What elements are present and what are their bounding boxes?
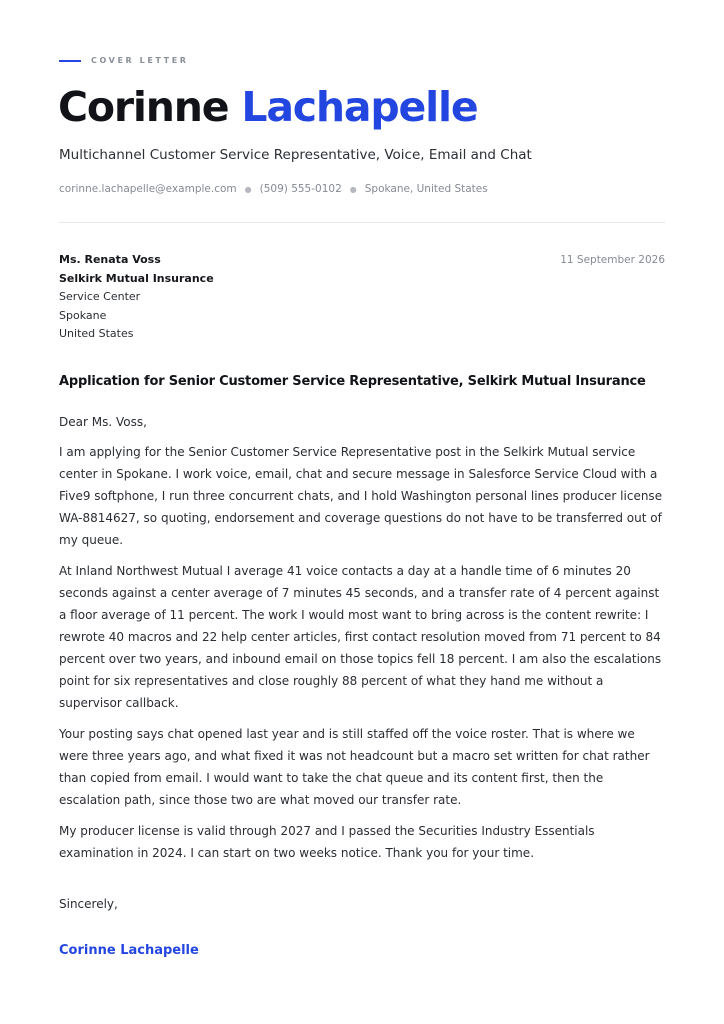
separator-dot: ● <box>349 184 357 194</box>
closing: Sincerely, <box>59 897 118 911</box>
recipient-country: United States <box>59 327 134 341</box>
recipient-department: Service Center <box>59 290 141 304</box>
recipient-name: Ms. Renata Voss <box>59 253 161 266</box>
professional-headline: Multichannel Customer Service Representative, Voice, Email and Chat <box>59 147 532 163</box>
location: Spokane, United States <box>364 183 488 195</box>
body-paragraph: Your posting says chat opened last year and is still staffed off the voice roster. That is where we were three years ago, and what fixed it was not headcount but a macro set written for chat rather than copied from email. I would want to take the chat queue and its content first, then the escalation path, since those two are what moved our transfer rate. <box>59 727 650 807</box>
body-paragraph: My producer license is valid through 2027 and I passed the Securities Industry Essentials examination in 2024. I can start on two weeks notice. Thank you for your time. <box>59 824 595 860</box>
separator-dot: ● <box>244 184 252 194</box>
contact-line <box>59 183 488 195</box>
body-paragraph: At Inland Northwest Mutual I average 41 voice contacts a day at a handle time of 6 minutes 20 seconds against a center average of 7 minutes 45 seconds, and a transfer rate of 4 percent against a floor average of 11 percent. The work I would most want to bring across is the content rewrite: I rewrote 40 macros and 22 help center articles, first contact resolution moved from 71 percent to 84 percent over two years, and inbound email on those topics fell 18 percent. I am also the escalations point for six representatives and close roughly 88 percent of what they hand me without a supervisor callback. <box>59 564 662 710</box>
subject-line: Application for Senior Customer Service Representative, Selkirk Mutual Insurance <box>59 374 646 389</box>
header-divider <box>59 222 665 223</box>
signature: Corinne Lachapelle <box>59 943 199 958</box>
letter-date: 11 September 2026 <box>560 254 665 266</box>
first-name: Corinne <box>58 83 229 131</box>
salutation: Dear Ms. Voss, <box>59 415 147 429</box>
email-link[interactable]: corinne.lachapelle@example.com <box>59 183 237 195</box>
applicant-name <box>58 80 477 134</box>
recipient-company: Selkirk Mutual Insurance <box>59 271 214 285</box>
last-name: Lachapelle <box>241 83 478 131</box>
recipient-city: Spokane <box>59 308 107 322</box>
recipient-block <box>59 251 214 344</box>
eyebrow <box>59 56 189 65</box>
accent-rule <box>59 60 81 62</box>
letter-body <box>59 411 667 873</box>
eyebrow-label: COVER LETTER <box>91 56 189 65</box>
body-paragraph: I am applying for the Senior Customer Service Representative post in the Selkirk Mutual service center in Spokane. I work voice, email, chat and secure message in Salesforce Service Cloud with a Five9 softphone, I run three concurrent chats, and I hold Washington personal lines producer license WA-8814627, so quoting, endorsement and coverage questions do not have to be transferred out of my queue. <box>59 445 663 547</box>
phone-number[interactable]: (509) 555-0102 <box>259 183 342 195</box>
